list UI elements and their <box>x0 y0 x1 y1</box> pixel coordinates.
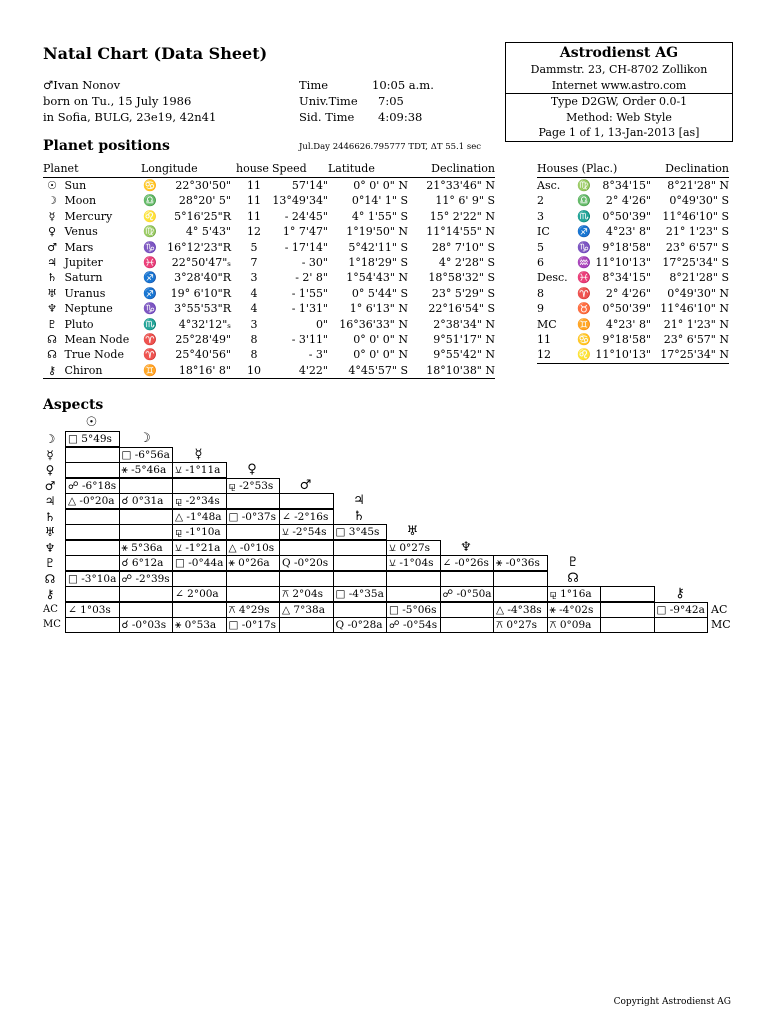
aspect-cell <box>65 540 120 556</box>
aspect-cell: □ 5°49s <box>65 431 120 447</box>
zodiac-sign-icon: ♈ <box>143 333 157 347</box>
diag-glyph-icon: ♆ <box>460 539 472 555</box>
aspect-cell: ⚺ -1°21a <box>172 540 227 556</box>
house-longitude: 4°23' 8" <box>605 317 651 331</box>
planet-house: 3 <box>250 271 258 285</box>
aspect-cell: ∠ -0°26s <box>440 555 495 571</box>
aspect-cell: ⚻ 4°29s <box>226 602 281 618</box>
planet-name: Sun <box>64 179 87 192</box>
aspect-cell <box>65 586 120 602</box>
planet-positions-title: Planet positions <box>43 138 170 154</box>
row-label-right: MC <box>711 618 731 631</box>
house-label: 8 <box>537 286 544 300</box>
aspect-cell: ⚻ 2°04s <box>279 586 334 602</box>
diag-glyph-icon: ♀ <box>247 462 257 477</box>
zodiac-sign-icon: ♌ <box>577 348 591 362</box>
aspect-cell <box>226 586 281 602</box>
planet-latitude: 4° 1'55" S <box>351 209 408 223</box>
diag-glyph-icon: ☊ <box>567 570 579 586</box>
planet-speed: 57'14" <box>291 179 328 192</box>
planet-speed: - 3" <box>308 348 328 362</box>
aspect-cell <box>119 602 174 618</box>
house-longitude: 0°50'39" <box>602 302 651 316</box>
diag-glyph-icon: ♃ <box>353 493 365 508</box>
page-title: Natal Chart (Data Sheet) <box>43 44 268 63</box>
planet-name: Jupiter <box>64 256 103 270</box>
planet-declination: 15° 2'22" N <box>429 209 495 223</box>
aspect-cell <box>226 524 281 540</box>
house-longitude: 9°18'58" <box>602 240 651 254</box>
planet-declination: 11°14'55" N <box>426 225 495 239</box>
row-glyph-icon: MC <box>43 619 61 630</box>
aspect-cell: □ -5°06s <box>386 602 441 618</box>
row-glyph-icon: AC <box>43 603 58 615</box>
aspect-cell <box>386 586 441 602</box>
time-value: 10:05 a.m. <box>372 78 434 92</box>
aspect-cell <box>386 571 441 587</box>
zodiac-sign-icon: ♓ <box>577 271 591 285</box>
planet-house: 11 <box>247 194 261 208</box>
aspect-cell <box>600 586 655 602</box>
house-declination: 23° 6'57" S <box>665 240 729 254</box>
col-house: house <box>236 160 272 178</box>
aspect-cell <box>119 586 174 602</box>
zodiac-sign-icon: ♊ <box>577 317 591 331</box>
col-planet: Planet <box>43 160 141 178</box>
planet-declination: 9°51'17" N <box>433 333 495 347</box>
aspect-cell: ∠ -2°16s <box>279 509 334 525</box>
house-label: Desc. <box>537 271 568 285</box>
house-declination: 23° 6'57" N <box>663 333 729 347</box>
aspect-cell: ⚺ -1°11a <box>172 462 227 478</box>
planet-name: Mars <box>64 240 94 254</box>
planet-speed: - 1'55" <box>291 286 328 300</box>
chart-type: Type D2GW, Order 0.0-1 <box>550 95 688 108</box>
zodiac-sign-icon: ♓ <box>143 256 157 270</box>
planet-glyph-icon: ☊ <box>47 348 57 362</box>
house-label: IC <box>537 225 550 239</box>
aspect-cell: ☌ 0°31a <box>119 493 174 509</box>
planet-longitude: 25°28'49" <box>175 333 231 347</box>
aspect-cell <box>600 602 655 618</box>
diag-glyph-icon: ☽ <box>139 431 151 446</box>
planet-speed: 1° 7'47" <box>282 225 328 239</box>
planet-latitude: 0° 0' 0" N <box>353 179 408 192</box>
aspect-cell: □ -6°56a <box>119 447 174 463</box>
house-longitude: 11°10'13" <box>595 256 651 270</box>
aspect-cell <box>65 524 120 540</box>
planet-longitude: 5°16'25"R <box>174 209 231 223</box>
aspect-cell: △ 7°38a <box>279 602 334 618</box>
julian-day: Jul.Day 2446626.795777 TDT, ΔT 55.1 sec <box>299 142 481 152</box>
planet-house: 11 <box>247 179 261 192</box>
house-longitude: 2° 4'26" <box>605 194 651 208</box>
univ-time-label: Univ.Time <box>299 94 358 108</box>
planet-longitude: 18°16' 8" <box>178 363 231 377</box>
house-label: 11 <box>537 333 551 347</box>
planet-house: 10 <box>247 363 261 377</box>
company-internet: Internet www.astro.com <box>506 78 732 95</box>
person-name: ♂Ivan Nonov <box>43 78 121 92</box>
col-longitude: Longitude <box>141 160 236 178</box>
col-latitude: Latitude <box>328 160 408 178</box>
house-longitude: 8°34'15" <box>602 271 651 285</box>
planet-house: 8 <box>250 333 258 347</box>
aspect-cell: △ -4°38s <box>493 602 548 618</box>
house-label: 9 <box>537 302 544 316</box>
planet-house: 5 <box>250 240 258 254</box>
planet-speed: 13°49'34" <box>272 194 328 208</box>
planet-declination: 2°38'34" N <box>433 317 495 331</box>
aspect-cell: ⚼ 1°16a <box>547 586 602 602</box>
row-glyph-icon: ♂ <box>44 478 56 493</box>
zodiac-sign-icon: ♋ <box>577 333 591 347</box>
diag-glyph-icon: ♄ <box>353 508 365 524</box>
house-longitude: 9°18'58" <box>602 333 651 347</box>
house-declination: 0°49'30" N <box>667 286 729 300</box>
company-address: Dammstr. 23, CH-8702 Zollikon <box>530 63 708 76</box>
planet-house: 11 <box>247 209 261 223</box>
aspect-cell: ⚹ -5°46a <box>119 462 174 478</box>
zodiac-sign-icon: ♌ <box>143 209 157 223</box>
house-declination: 21° 1'23" S <box>665 225 729 239</box>
aspect-cell <box>279 540 334 556</box>
sid-time-value: 4:09:38 <box>378 110 423 124</box>
sid-time-label: Sid. Time <box>299 110 355 124</box>
aspect-cell: Q -0°20s <box>279 555 334 571</box>
aspect-cell <box>226 493 281 509</box>
aspect-cell <box>119 478 174 494</box>
house-label: 12 <box>537 348 551 362</box>
planet-glyph-icon: ☿ <box>48 209 56 223</box>
time-label: Time <box>299 78 329 92</box>
planet-declination: 21°33'46" N <box>426 179 495 192</box>
planet-longitude: 25°40'56" <box>175 348 231 362</box>
zodiac-sign-icon: ♈ <box>143 348 157 362</box>
planet-speed: - 1'31" <box>291 302 328 316</box>
planet-house: 12 <box>247 225 261 239</box>
zodiac-sign-icon: ♍ <box>143 225 157 239</box>
zodiac-sign-icon: ♐ <box>577 225 591 239</box>
planet-name: Chiron <box>64 363 103 377</box>
col-declination: Declination <box>408 160 495 178</box>
diag-glyph-icon: ⚷ <box>675 586 685 601</box>
aspect-cell: ⚼ -2°53s <box>226 478 281 494</box>
planet-glyph-icon: ☽ <box>47 194 57 208</box>
aspect-cell <box>279 493 334 509</box>
planet-speed: - 30" <box>301 256 328 270</box>
planet-longitude: 28°20' 5" <box>178 194 231 208</box>
planet-latitude: 16°36'33" N <box>339 317 408 331</box>
aspect-cell: ⚻ 0°09a <box>547 617 602 633</box>
house-longitude: 2° 4'26" <box>605 286 651 300</box>
row-label-right: AC <box>711 602 728 616</box>
planet-latitude: 0° 5'44" S <box>351 286 408 300</box>
house-label: 5 <box>537 240 544 254</box>
planet-glyph-icon: ♆ <box>47 302 57 316</box>
aspect-cell: ⚹ -0°36s <box>493 555 548 571</box>
planet-longitude: 22°30'50" <box>175 179 231 192</box>
aspect-cell: □ -9°42a <box>654 602 709 618</box>
row-glyph-icon: ♀ <box>45 463 55 477</box>
company-name: Astrodienst AG <box>559 45 679 61</box>
aspect-cell: ⚹ 5°36a <box>119 540 174 556</box>
row-glyph-icon: ♄ <box>44 509 56 524</box>
aspect-cell <box>172 478 227 494</box>
planet-house: 3 <box>250 317 258 331</box>
planet-latitude: 0° 0' 0" N <box>353 333 408 347</box>
zodiac-sign-icon: ♏ <box>577 209 591 223</box>
planet-name: Venus <box>64 225 98 239</box>
zodiac-sign-icon: ♋ <box>143 179 157 192</box>
planet-latitude: 4°45'57" S <box>348 363 408 377</box>
planet-latitude: 0°14' 1" S <box>351 194 408 208</box>
aspect-cell: ⚺ -1°04s <box>386 555 441 571</box>
diag-glyph-icon: ☉ <box>85 415 98 430</box>
diag-glyph-icon: ♅ <box>406 524 419 539</box>
col-speed: Speed <box>272 160 328 178</box>
aspects-title: Aspects <box>43 397 104 413</box>
house-declination: 0°49'30" S <box>669 194 729 208</box>
aspect-cell <box>333 540 388 556</box>
planet-declination: 23° 5'29" S <box>431 286 495 300</box>
aspect-cell <box>440 602 495 618</box>
planet-latitude: 1°19'50" N <box>346 225 408 239</box>
aspect-cell: □ -0°17s <box>226 617 281 633</box>
planet-longitude: 19° 6'10"R <box>170 286 231 300</box>
aspect-cell <box>65 462 120 478</box>
row-glyph-icon: ♃ <box>44 494 56 508</box>
planet-glyph-icon: ⚷ <box>47 363 57 377</box>
zodiac-sign-icon: ♊ <box>143 363 157 377</box>
chart-page: Page 1 of 1, 13-Jan-2013 [as] <box>538 126 700 139</box>
aspect-cell <box>333 571 388 587</box>
col-houses: Houses (Plac.) <box>537 160 651 178</box>
diag-glyph-icon: ♇ <box>567 555 579 570</box>
aspect-cell <box>493 586 548 602</box>
house-label: 6 <box>537 256 544 270</box>
planet-glyph-icon: ☊ <box>47 333 57 347</box>
aspect-cell <box>119 509 174 525</box>
house-label: Asc. <box>537 179 561 192</box>
house-longitude: 4°23' 8" <box>605 225 651 239</box>
planet-glyph-icon: ♇ <box>47 317 57 331</box>
zodiac-sign-icon: ♐ <box>143 286 157 300</box>
house-declination: 11°46'10" S <box>662 209 729 223</box>
aspect-cell: △ -0°20a <box>65 493 120 509</box>
planet-declination: 22°16'54" S <box>428 302 495 316</box>
planet-longitude: 4°32'12"ₛ <box>178 317 231 331</box>
aspect-cell: ☍ -0°54s <box>386 617 441 633</box>
row-glyph-icon: ♇ <box>44 556 56 570</box>
aspect-cell <box>333 602 388 618</box>
planet-name: Saturn <box>64 271 103 285</box>
planet-speed: - 24'45" <box>284 209 328 223</box>
row-glyph-icon: ♅ <box>44 525 56 539</box>
planet-longitude: 3°28'40"R <box>174 271 231 285</box>
aspect-cell: ⚺ 0°27s <box>386 540 441 556</box>
house-label: 3 <box>537 209 544 223</box>
aspect-cell: ∠ 1°03s <box>65 602 120 618</box>
aspect-cell <box>279 571 334 587</box>
planet-name: Neptune <box>64 302 113 316</box>
aspect-cell: □ -3°10a <box>65 571 120 587</box>
zodiac-sign-icon: ♈ <box>577 286 591 300</box>
zodiac-sign-icon: ♉ <box>577 302 591 316</box>
house-declination: 8°21'28" N <box>667 179 729 192</box>
univ-time-value: 7:05 <box>378 94 404 108</box>
planet-glyph-icon: ☉ <box>47 179 57 192</box>
house-declination: 21° 1'23" N <box>663 317 729 331</box>
aspect-cell <box>172 571 227 587</box>
planet-name: Mercury <box>64 209 113 223</box>
house-declination: 8°21'28" S <box>669 271 729 285</box>
planet-declination: 11° 6' 9" S <box>435 194 495 208</box>
zodiac-sign-icon: ♑ <box>577 240 591 254</box>
aspect-cell: □ 3°45s <box>333 524 388 540</box>
aspect-cell <box>119 524 174 540</box>
diag-glyph-icon: ♂ <box>299 477 312 493</box>
aspect-cell: ⚼ -1°10a <box>172 524 227 540</box>
aspect-cell: Q -0°28a <box>333 617 388 633</box>
planet-longitude: 16°12'23"R <box>167 240 231 254</box>
planet-declination: 4° 2'28" S <box>438 256 495 270</box>
aspect-cell: ☍ -6°18s <box>65 478 120 494</box>
zodiac-sign-icon: ♎ <box>143 194 157 208</box>
aspect-cell: ⚼ -2°34s <box>172 493 227 509</box>
house-declination: 17°25'34" S <box>662 256 729 270</box>
planet-speed: - 2' 8" <box>295 271 328 285</box>
planet-name: Pluto <box>64 317 94 331</box>
aspect-cell: ☍ -0°50a <box>440 586 495 602</box>
aspect-cell <box>654 617 709 633</box>
zodiac-sign-icon: ♍ <box>577 179 591 192</box>
planet-speed: - 3'11" <box>291 333 328 347</box>
aspect-cell: ⚻ 0°27s <box>493 617 548 633</box>
house-declination: 11°46'10" N <box>660 302 729 316</box>
aspect-cell <box>65 509 120 525</box>
planet-longitude: 4° 5'43" <box>185 225 231 239</box>
planet-declination: 18°58'32" S <box>428 271 495 285</box>
row-glyph-icon: ⚷ <box>45 587 55 601</box>
aspect-cell <box>279 617 334 633</box>
planet-glyph-icon: ♄ <box>47 271 57 285</box>
copyright: Copyright Astrodienst AG <box>613 997 731 1007</box>
planet-latitude: 1°18'29" S <box>348 256 408 270</box>
house-longitude: 0°50'39" <box>602 209 651 223</box>
aspect-cell <box>226 571 281 587</box>
planet-speed: 4'22" <box>298 363 328 377</box>
aspect-cell: □ -4°35a <box>333 586 388 602</box>
planet-latitude: 1°54'43" N <box>346 271 408 285</box>
planet-house: 4 <box>250 286 258 300</box>
planet-latitude: 0° 0' 0" N <box>353 348 408 362</box>
aspect-cell <box>65 555 120 571</box>
aspect-cell: ⚺ -2°54s <box>279 524 334 540</box>
aspect-cell: ☌ 6°12a <box>119 555 174 571</box>
aspect-cell <box>65 447 120 463</box>
zodiac-sign-icon: ♏ <box>143 317 157 331</box>
aspect-cell: ∠ 2°00a <box>172 586 227 602</box>
aspect-cell: ⚹ -4°02s <box>547 602 602 618</box>
planet-name: Uranus <box>64 286 106 300</box>
chart-method: Method: Web Style <box>566 110 672 124</box>
zodiac-sign-icon: ♐ <box>143 271 157 285</box>
zodiac-sign-icon: ♒ <box>577 256 591 270</box>
planet-glyph-icon: ♀ <box>47 225 57 239</box>
planet-latitude: 5°42'11" S <box>348 240 408 254</box>
diag-glyph-icon: ☿ <box>194 446 203 462</box>
zodiac-sign-icon: ♎ <box>577 194 591 208</box>
planet-longitude: 3°55'53"R <box>174 302 231 316</box>
aspect-cell: □ -0°44a <box>172 555 227 571</box>
aspect-cell: ⚹ 0°53a <box>172 617 227 633</box>
planet-declination: 9°55'42" N <box>433 348 495 362</box>
row-glyph-icon: ☽ <box>44 432 56 446</box>
planet-glyph-icon: ♂ <box>47 240 57 254</box>
planet-latitude: 1° 6'13" N <box>349 302 408 316</box>
aspect-cell <box>440 571 495 587</box>
planet-name: Mean Node <box>64 333 130 347</box>
aspect-cell: △ -1°48a <box>172 509 227 525</box>
planet-house: 8 <box>250 348 258 362</box>
aspect-cell: ⚹ 0°26a <box>226 555 281 571</box>
house-label: 2 <box>537 194 544 208</box>
birth-place: in Sofia, BULG, 23e19, 42n41 <box>43 110 217 124</box>
planet-speed: - 17'14" <box>284 240 328 254</box>
house-longitude: 8°34'15" <box>602 179 651 192</box>
aspect-cell <box>600 617 655 633</box>
planet-glyph-icon: ♅ <box>47 286 57 300</box>
house-label: MC <box>537 317 557 331</box>
aspect-cell: ☌ -0°03s <box>119 617 174 633</box>
aspect-cell: ☍ -2°39s <box>119 571 174 587</box>
row-glyph-icon: ♆ <box>44 540 56 555</box>
col-house-declination: Declination <box>651 160 729 178</box>
aspect-cell: △ -0°10s <box>226 540 281 556</box>
planet-speed: 0" <box>315 317 328 331</box>
aspect-cell <box>333 555 388 571</box>
planet-glyph-icon: ♃ <box>47 256 57 270</box>
house-longitude: 11°10'13" <box>595 348 651 362</box>
row-glyph-icon: ☿ <box>46 447 54 462</box>
planet-declination: 28° 7'10" S <box>431 240 495 254</box>
aspect-cell <box>493 571 548 587</box>
planet-name: Moon <box>64 194 97 208</box>
row-glyph-icon: ☊ <box>44 571 56 586</box>
house-declination: 17°25'34" N <box>660 348 729 362</box>
birth-date: born on Tu., 15 July 1986 <box>43 94 192 108</box>
planet-declination: 18°10'38" N <box>426 363 495 377</box>
planet-longitude: 22°50'47"ₛ <box>171 256 231 270</box>
zodiac-sign-icon: ♑ <box>143 240 157 254</box>
aspect-cell <box>172 602 227 618</box>
aspect-cell <box>65 617 120 633</box>
aspect-cell <box>440 617 495 633</box>
aspect-cell: □ -0°37s <box>226 509 281 525</box>
zodiac-sign-icon: ♑ <box>143 302 157 316</box>
planet-house: 7 <box>250 256 258 270</box>
planet-name: True Node <box>64 348 124 362</box>
planet-house: 4 <box>250 302 258 316</box>
